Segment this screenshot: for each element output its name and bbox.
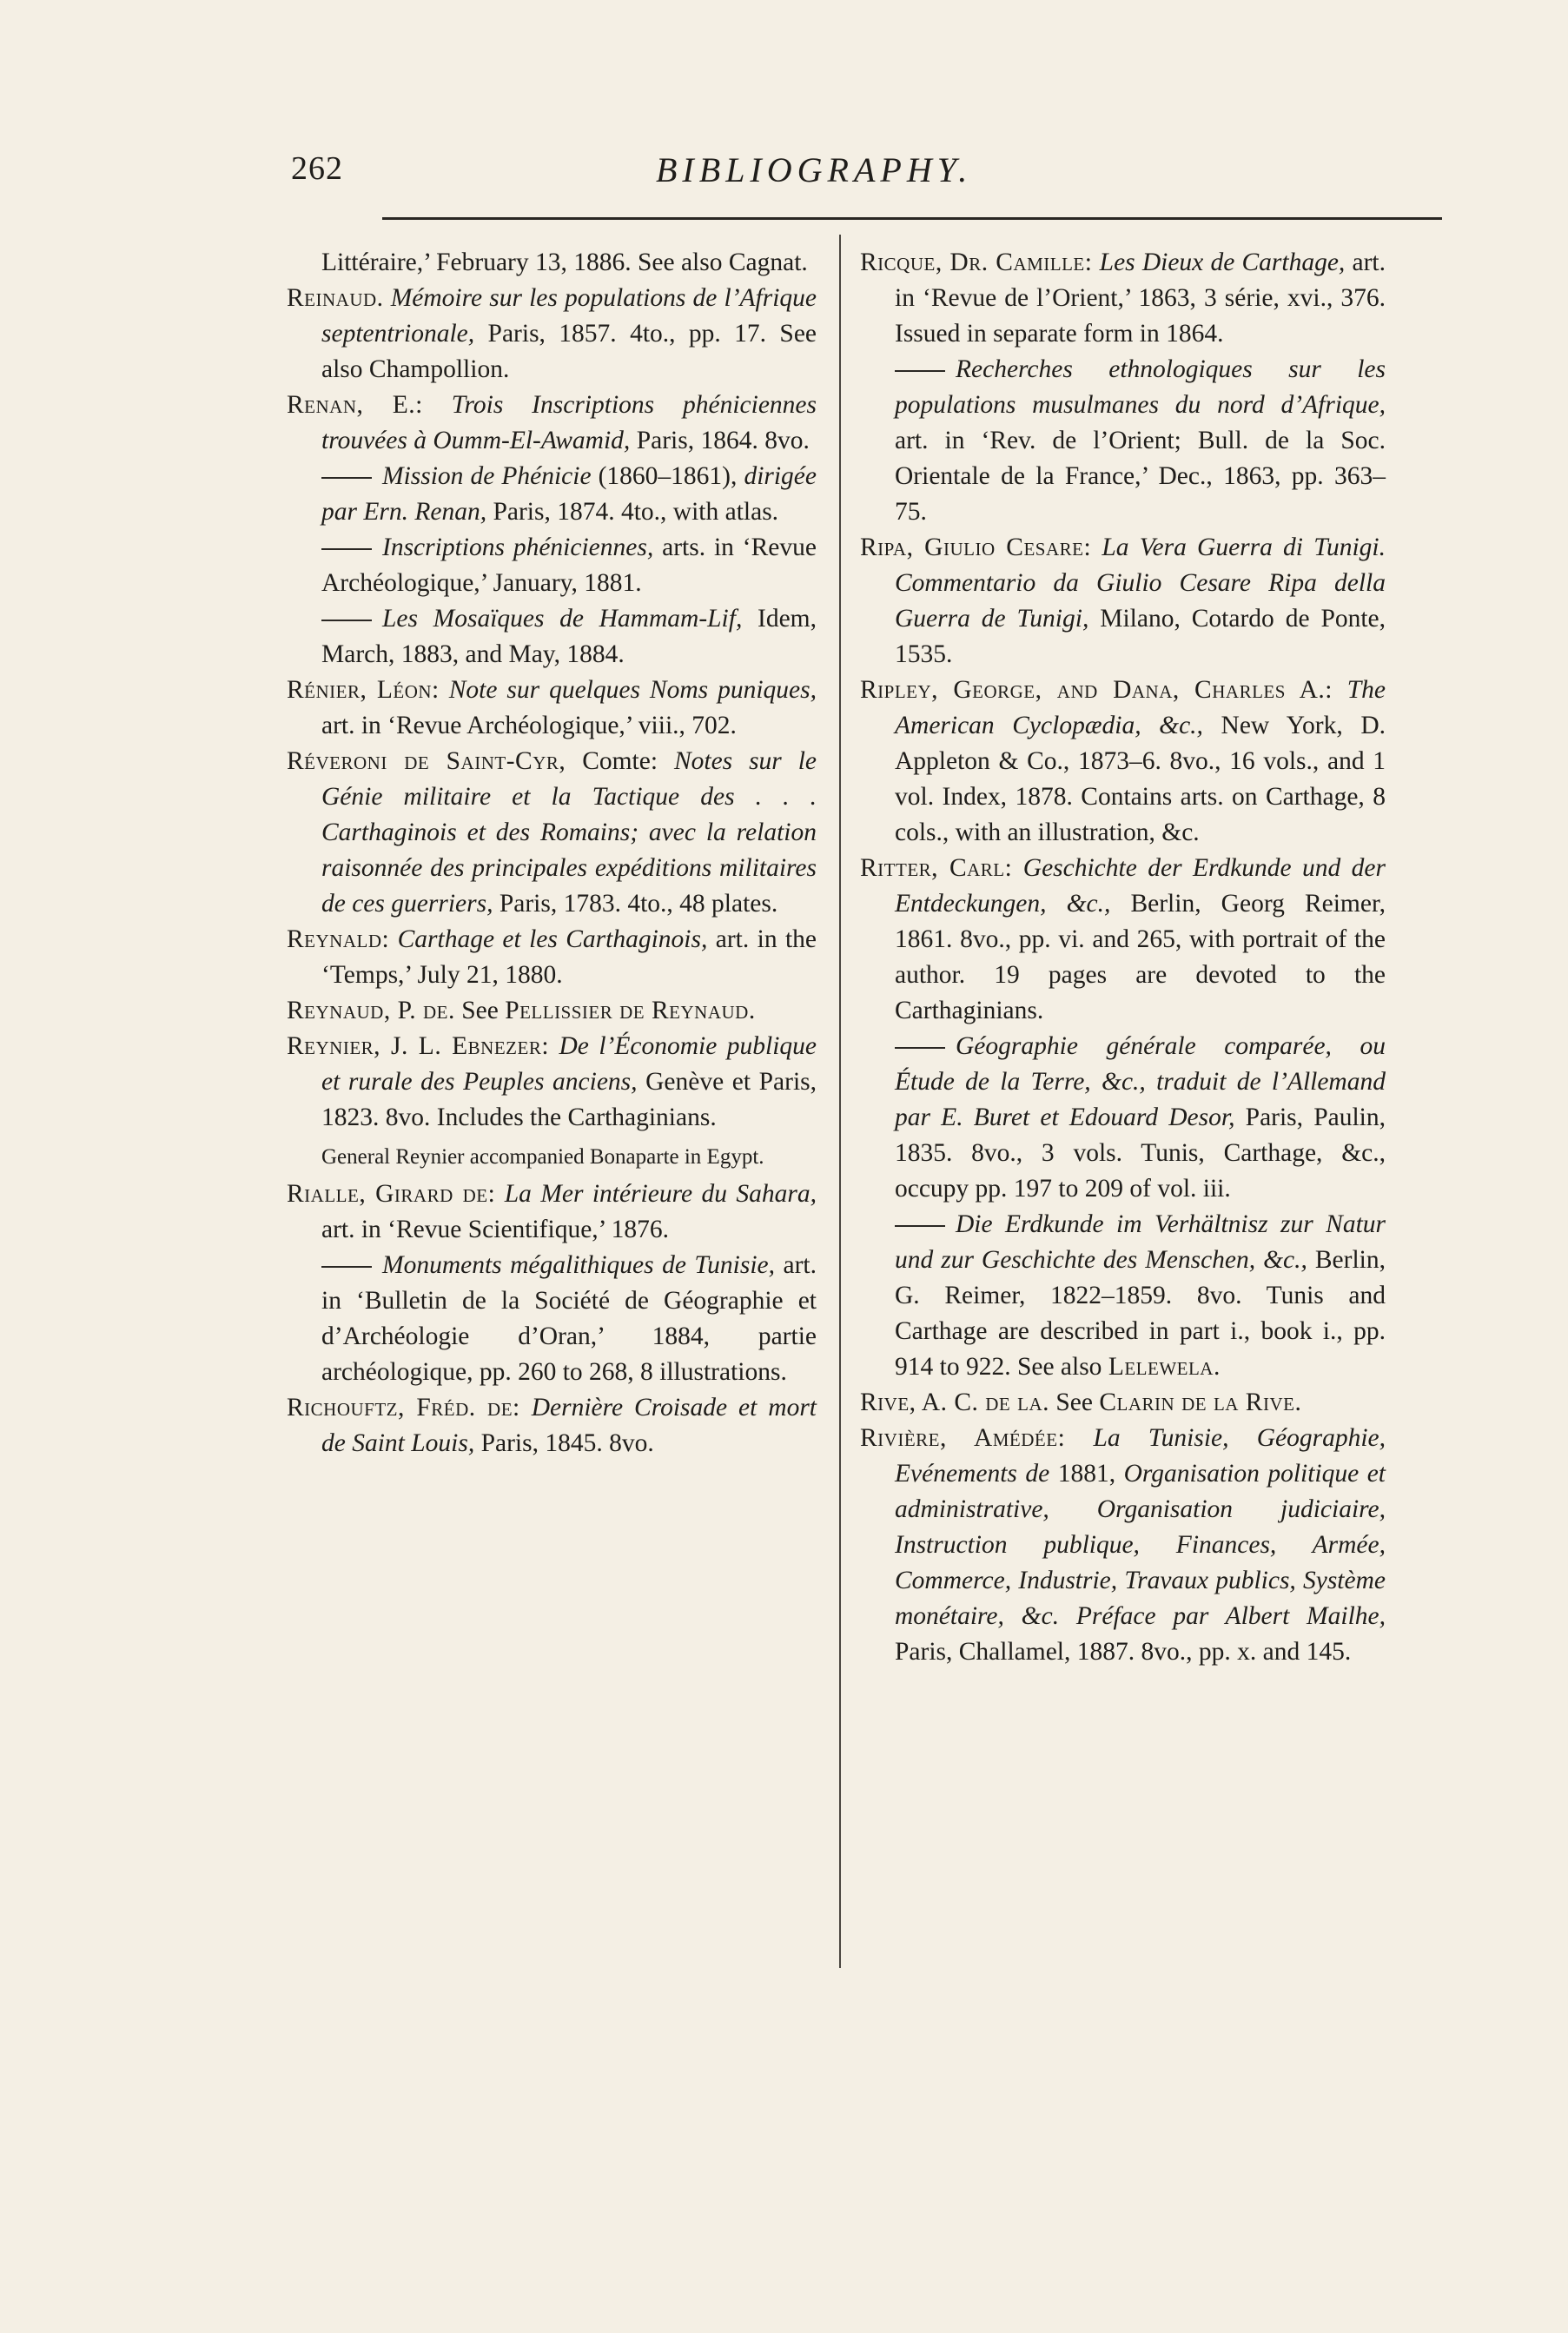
bib-entry <box>860 1421 1386 1670</box>
column-divider <box>839 235 841 1968</box>
ditto-dash <box>321 530 382 566</box>
bib-entry <box>287 744 817 922</box>
bib-entry <box>287 281 817 388</box>
entry-title: Monuments mégalithiques de Tunisie, <box>382 1251 776 1279</box>
ditto-dash <box>321 459 382 494</box>
entry-author: Ripley, George, and Dana, Charles A.: <box>860 676 1333 704</box>
header-rule <box>382 217 1442 220</box>
entry-details: art. in ‘Bulletin de la Société de Géographie et d’Archéologie d’Oran,’ 1884, partie archéologique, pp. 260 to 268, 8 illustrations. <box>321 1251 817 1386</box>
entry-details: art. in ‘Revue Scientifique,’ 1876. <box>321 1216 670 1243</box>
entry-author: Rialle, Girard de: <box>287 1180 496 1208</box>
entry-title: La Vera Guerra di Tunigi. Commentario da Giulio Cesare Ripa della Guerra de Tunigi, <box>895 534 1386 633</box>
entry-title: Les Mosaïques de Hammam-Lif, <box>382 605 743 633</box>
entry-details: Paris, 1874. 4to., with atlas. <box>493 498 779 526</box>
entry-title: Note sur quelques Noms puniques, <box>448 676 817 704</box>
cross-reference: Pellissier de Reynaud. <box>505 997 756 1024</box>
entry-author: Reynald: <box>287 925 390 953</box>
bib-entry <box>860 245 1386 352</box>
entry-details: New York, D. Appleton & Co., 1873–6. 8vo., 16 vols., and 1 vol. Index, 1878. Contains arts. on Carthage, 8 cols., with an illustration, &c. <box>895 712 1386 846</box>
entry-title: Carthage et les Carthaginois, <box>397 925 708 953</box>
bib-entry <box>860 530 1386 673</box>
right-column <box>860 245 1386 1670</box>
entry-details: art. in the ‘Temps,’ July 21, 1880. <box>321 925 817 989</box>
bib-entry <box>860 1029 1386 1207</box>
entry-author: Reynier, J. L. Ebnezer: <box>287 1032 550 1060</box>
entry-author: Richouftz, Fréd. de: <box>287 1394 520 1422</box>
bib-entry <box>287 1248 817 1390</box>
ditto-dash <box>321 1248 382 1283</box>
entry-author: Ripa, Giulio Cesare: <box>860 534 1092 561</box>
entry-title: La Tunisie, Géographie, Evénements de <box>895 1424 1386 1488</box>
running-title: BIBLIOGRAPHY. <box>656 150 973 189</box>
bib-entry <box>860 1207 1386 1385</box>
entry-details: art. in ‘Revue de l’Orient,’ 1863, 3 série, xvi., 376. Issued in separate form in 1864. <box>895 249 1386 348</box>
entry-details: Berlin, Georg Reimer, 1861. 8vo., pp. vi. and 265, with portrait of the author. 19 pages are devoted to the Carthaginians. <box>895 890 1386 1024</box>
entry-title: Dernière Croisade et mort de Saint Louis, <box>321 1394 817 1457</box>
entry-details: Paris, Paulin, 1835. 8vo., 3 vols. Tunis, Carthage, &c., occupy pp. 197 to 209 of vol. iii. <box>895 1104 1386 1203</box>
entry-author: Rivière, Amédée: <box>860 1424 1066 1452</box>
entry-details: art. in ‘Revue Archéologique,’ viii., 702. <box>321 712 737 739</box>
cross-reference: Lelewela. <box>1108 1353 1221 1381</box>
page-number: 262 <box>291 150 343 187</box>
entry-author: Rénier, Léon: <box>287 676 440 704</box>
bib-entry <box>860 673 1386 851</box>
entry-details: See <box>461 997 499 1024</box>
entry-title: Die Erdkunde im Verhältnisz zur Natur und zur Geschichte des Menschen, &c., <box>895 1210 1386 1274</box>
entry-details: Genève et Paris, 1823. 8vo. Includes the Carthaginians. <box>321 1068 817 1131</box>
entry-title: De l’Économie publique et rurale des Peuples anciens, <box>321 1032 817 1096</box>
entry-details: 1881, <box>1057 1460 1116 1488</box>
bib-entry <box>287 245 817 281</box>
bib-entry <box>860 352 1386 530</box>
entry-text: Littéraire,’ February 13, 1886. See also Cagnat. <box>321 249 808 276</box>
entry-title: Geschichte der Erdkunde und der Entdeckungen, &c., <box>895 854 1386 918</box>
entry-title: Recherches ethnologiques sur les populations musulmanes du nord d’Afrique, <box>895 355 1386 419</box>
bib-entry <box>287 388 817 459</box>
bib-entry <box>287 601 817 673</box>
entry-title: Les Dieux de Carthage, <box>1099 249 1346 276</box>
entry-title: Mission de Phénicie <box>382 462 592 490</box>
entry-details: Paris, 1864. 8vo. <box>636 427 810 454</box>
entry-details: arts. in ‘Revue Archéologique,’ January, 1881. <box>321 534 817 597</box>
entry-details: Berlin, G. Reimer, 1822–1859. 8vo. Tunis and Carthage are described in part i., book i., pp. 914 to 922. See also <box>895 1246 1386 1381</box>
entry-title: Trois Inscriptions phéniciennes trouvées à Oumm-El-Awamid, <box>321 391 817 454</box>
entry-details: Paris, 1783. 4to., 48 plates. <box>499 890 778 918</box>
entry-author: Reinaud. <box>287 284 384 312</box>
left-column <box>287 245 817 1461</box>
ditto-dash <box>321 601 382 637</box>
entry-details: (1860–1861), <box>598 462 738 490</box>
bib-entry <box>860 1385 1386 1421</box>
bib-entry <box>287 673 817 744</box>
ditto-dash <box>895 1207 956 1243</box>
entry-title: Organisation politique et administrative, Organisation judiciaire, Instruction publique, Finances, Armée, Commerce, Industrie, Travaux publics, Système monétaire, &c. Préface par Albert Mailhe, <box>895 1460 1386 1630</box>
entry-details: Paris, 1845. 8vo. <box>480 1429 654 1457</box>
bib-entry <box>287 1029 817 1136</box>
entry-title: dirigée par Ern. Renan, <box>321 462 817 526</box>
entry-title: Mémoire sur les populations de l’Afrique septentrionale, <box>321 284 817 348</box>
entry-title: Inscriptions phéniciennes, <box>382 534 654 561</box>
entry-title: La Mer intérieure du Sahara, <box>504 1180 817 1208</box>
entry-title: The American Cyclopædia, &c., <box>895 676 1386 739</box>
page-header <box>291 149 1442 210</box>
ditto-dash <box>895 1029 956 1064</box>
bib-entry <box>287 993 817 1029</box>
entry-details: Idem, March, 1883, and May, 1884. <box>321 605 817 668</box>
bib-entry <box>860 851 1386 1029</box>
bib-entry <box>287 922 817 993</box>
entry-author: Réveroni de Saint-Cyr, <box>287 747 566 775</box>
entry-title: Notes sur le Génie militaire et la Tactique des . . . Carthaginois et des Romains; avec la relation raisonnée des principales expéditions militaires de ces guerriers, <box>321 747 817 918</box>
entry-author: Ritter, Carl: <box>860 854 1013 882</box>
entry-note: General Reynier accompanied Bonaparte in Egypt. <box>321 1145 764 1169</box>
bib-entry <box>287 1390 817 1461</box>
entry-details: art. in ‘Rev. de l’Orient; Bull. de la Soc. Orientale de la France,’ Dec., 1863, pp. 363–75. <box>895 427 1386 526</box>
ditto-dash <box>895 352 956 388</box>
entry-author-title: Comte: <box>582 747 658 775</box>
entry-details: Milano, Cotardo de Ponte, 1535. <box>895 605 1386 668</box>
entry-author: Ricque, Dr. Camille: <box>860 249 1093 276</box>
entry-title: Géographie générale comparée, ou Étude de la Terre, &c., traduit de l’Allemand par E. Buret et Edouard Desor, <box>895 1032 1386 1131</box>
bib-entry <box>287 530 817 601</box>
entry-details: Paris, 1857. 4to., pp. 17. See also Champollion. <box>321 320 817 383</box>
entry-author: Reynaud, P. de. <box>287 997 455 1024</box>
entry-details: See <box>1055 1389 1093 1416</box>
entry-author: Rive, A. C. de la. <box>860 1389 1050 1416</box>
bib-entry <box>287 459 817 530</box>
cross-reference: Clarin de la Rive. <box>1099 1389 1302 1416</box>
entry-details: Paris, Challamel, 1887. 8vo., pp. x. and 145. <box>895 1638 1352 1666</box>
entry-author: Renan, E.: <box>287 391 423 419</box>
bib-entry <box>287 1176 817 1248</box>
